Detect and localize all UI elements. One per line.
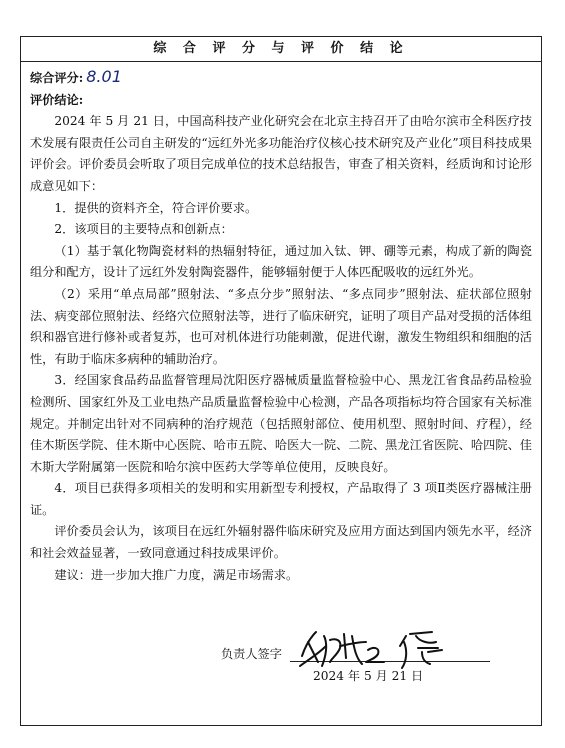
signature-label: 负责人签字 (221, 647, 282, 661)
signature-date: 2024 年 5 月 21 日 (313, 669, 424, 683)
conclusion-label: 评价结论: (30, 92, 84, 107)
intro-paragraph: 2024 年 5 月 21 日，中国高科技产业化研究会在北京主持召开了由哈尔滨市全科医疗技术发展有限责任公司自主研发的“远红外光多功能治疗仪核心技术研究及产业化”项目科技成果评价会。评价委员会听取了项目完成单位的技术总结报告，审查了相关资料，经质询和讨论形成意见如下： (30, 114, 532, 193)
committee-opinion: 评价委员会认为，该项目在远红外辐射器件临床研究及应用方面达到国内领先水平，经济和社会效益显著，一致同意通过科技成果评价。 (30, 524, 532, 561)
form-title: 综 合 评 分 与 评 价 结 论 (21, 37, 541, 62)
score-value: 8.01 (86, 67, 122, 86)
item-2: 2．该项目的主要特点和创新点： (54, 222, 233, 237)
item-3: 3．经国家食品药品监督管理局沈阳医疗器械质量监督检验中心、黑龙江省食品药品检验检测所、国家红外及工业电热产品质量监督检验中心检测，产品各项指标均符合国家有关标准规定。并制定出针对不同病种的治疗规范（包括照射部位、使用机型、照射时间、疗程），经佳木斯医学院、佳木斯中心医院、哈市五院、哈医大一院、二院、黑龙江省医院、哈四院、佳木斯大学附属第一医院和哈尔滨中医药大学等单位使用，反映良好。 (30, 373, 532, 474)
score-line (30, 66, 532, 90)
item-4: 4．项目已获得多项相关的发明和实用新型专利授权，产品取得了 3 项Ⅱ类医疗器械注册证。 (30, 481, 532, 517)
item-1: 1．提供的资料齐全，符合评价要求。 (54, 200, 258, 215)
item-2-sub-1: （1）基于氧化物陶瓷材料的热辐射特征，通过加入钛、钾、硼等元素，构成了新的陶瓷组分和配方，设计了远红外发射陶瓷器件，能够辐射便于人体匹配吸收的远红外光。 (30, 243, 532, 280)
item-2-sub-2: （2）采用“单点局部”照射法、“多点分步”照射法、“多点同步”照射法、症状部位照射法、病变部位照射法、经络穴位照射法等，进行了临床研究，证明了项目产品对受损的活体组织和器官进行修补或者复苏，也可对机体进行功能刺激，促进代谢，激发生物组织和细胞的活性，有助于临床多病种的辅助治疗。 (30, 286, 532, 366)
score-label: 综合评分: (30, 71, 84, 85)
suggestion: 建议：进一步加大推广力度，满足市场需求。 (54, 567, 299, 582)
form-content (21, 62, 541, 586)
